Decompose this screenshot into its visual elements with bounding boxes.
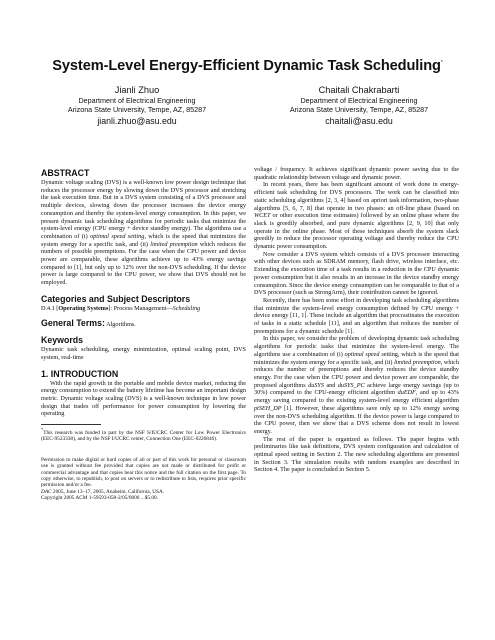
introduction-text: With the rapid growth in the portable and mobile device market, reducing the energy consumption to extend the battery lifetime has become an important design metric. Dynamic voltage scaling (DVS) is a well-known technique in low power design that trades off performance for power consumption by lowering the operating — [41, 379, 246, 418]
author-department: Department of Electrical Engineering — [300, 96, 418, 105]
contribution-paragraph: In this paper, we consider the problem of developing dynamic task scheduling algorithms for periodic tasks that minimize the system-level energy. The algorithms use a combination of (i) optimal speed setting, which is the speed that minimizes the system energy for a specific task, and (ii) limited preemption, which reduces the number of preemptions and thereby reduces the device standby energy. For the case when the CPU power and device power are comparable, the proposed algorithms duSYS and duSYS_PC achieve large energy savings (up to 30%) compared to the CPU-energy efficient algorithm duEDF, and up to 43% energy saving compared to the existing system-level energy efficient algorithm ptSEH_DP [1]. However, these algorithms save only up to 12% energy saving over the non-DVS scheduling algorithm. If the device power is large compared to the CPU power, then we show that a DVS scheme does not result in lowest energy. — [254, 335, 459, 435]
system-level-paragraph: Recently, there has been some effort in developing task scheduling algorithms that minimize the system-level energy consumption defined by CPU energy + device energy [11, 1]. These include an algorithm that procrastinates the execution of tasks in a static schedule [11], and an algorithm that reduces the number of preemptions for a dynamic schedule [1]. — [254, 296, 459, 335]
abstract-heading: ABSTRACT — [41, 168, 90, 178]
keywords-text: Dynamic task scheduling, energy minimization, optimal scaling point, DVS system, real-time — [41, 346, 246, 361]
dvs-system-paragraph: Now consider a DVS system which consists of a DVS processor interacting with other devices such as SDRAM memory, flash drive, wireless interface, etc. Extending the execution time of a task results in a reduction in the CPU dynamic power consumption but it also results in an increase in the device standby energy consumption. Since the device energy consumption can be comparable to that of a DVS processor (such as StrongArm), their contribution cannot be ignored. — [254, 250, 459, 297]
author-university: Arizona State University, Tempe, AZ, 85287 — [289, 105, 429, 114]
conference-venue: DAC 2005, June 13–17, 2005, Anaheim, California, USA. — [41, 488, 165, 495]
author-name: Chaitali Chakrabarti — [318, 85, 400, 95]
author-email: chaitali@asu.edu — [325, 116, 393, 126]
author-email: jianli.zhuo@asu.edu — [97, 116, 177, 126]
permission-notice: Permission to make digital or hard copies of all or part of this work for personal or classroom use is granted without fee provided that copies are not made or distributed for profit or commercial advantage and that copies bear this notice and the full citation on the first page. To copy otherwise, to republish, to post on servers or to redistribute to lists, requires prior specific permission and/or a fee. — [41, 456, 246, 489]
author-block-1 — [32, 85, 242, 127]
copyright-line: Copyright 2005 ACM 1-59593-058-2/05/0006 ...$5.00. — [41, 495, 158, 502]
organization-paragraph: The rest of the paper is organized as follows. The paper begins with preliminaries like task definitions, DVS system configuration and calculation of optimal speed setting in Section 2. The new scheduling algorithms are presented in Section 3. The simulation results with random examples are described in Section 4. The paper is concluded in Section 5. — [254, 435, 459, 474]
paper-title: System-Level Energy-Efficient Dynamic Task Scheduling* — [52, 58, 443, 74]
funding-footnote: *This research was funded in part by the NSF S/IUCRC Center for Low Power Electronics (EEC-9523338), and by the NSF I/UCRC center, Connection One (EEC-0226846). — [41, 427, 246, 443]
general-terms-heading: General Terms: — [41, 317, 105, 328]
author-department: Department of Electrical Engineering — [78, 96, 196, 105]
left-column — [41, 168, 246, 502]
footnote-divider — [41, 424, 101, 425]
abstract-text: Dynamic voltage scaling (DVS) is a well-known low power design technique that reduces the processor energy by slowing down the DVS processor and stretching the task execution time. But in a DVS system consisting of a DVS processor and multiple devices, slowing down the processor increases the device energy consumption and thereby the system-level energy consumption. In this paper, we present dynamic task scheduling algorithms for periodic tasks that minimize the system-level energy (CPU energy + device standby energy). The algorithms use a combination of (i) optimal speed setting, which is the speed that minimizes the system energy for a specific task, and (ii) limited preemption which reduces the numbers of possible preemptions. For the case when the CPU power and device power are comparable, these algorithms achieve up to 43% energy savings compared to [1], but only up to 12% over the non-DVS scheduling. If the device power is large compared to the CPU power, we show that DVS should not be employed. — [41, 179, 247, 287]
intro-continued: voltage / frequency. It achieves significant dynamic power saving due to the quadratic relationship between voltage and dynamic power. — [254, 166, 459, 181]
author-name: Jianli Zhuo — [114, 85, 160, 95]
general-terms: General Terms: Algorithms. — [41, 317, 136, 328]
related-work-paragraph: In recent years, there has been significant amount of work done in energy-efficient task scheduling for DVS processors. The work can be classified into static scheduling algorithms [2, 3, 4] based on apriori task information, two-phase algorithms [5, 6, 7, 8] that operate in two phases: an off-line phase (based on WCET or other execution time estimates) followed by an online phase where the slack is greedily absorbed, and pure dynamic algorithms [2, 9, 10] that only operate in the online phase. Most of these techniques absorb the system slack greedily to reduce the processor operating voltage and thereby reduce the CPU dynamic power consumption. — [254, 181, 459, 251]
title-footnote-mark: * — [440, 60, 443, 67]
categories-heading: Categories and Subject Descriptors — [41, 293, 191, 304]
keywords-heading: Keywords — [41, 335, 84, 346]
introduction-heading: 1. INTRODUCTION — [41, 368, 119, 379]
right-column — [254, 166, 459, 474]
categories-text: D.4.1 [Operating Systems]: Process Management—Scheduling — [41, 304, 201, 312]
author-block-2 — [254, 85, 464, 127]
author-university: Arizona State University, Tempe, AZ, 85287 — [67, 105, 207, 114]
